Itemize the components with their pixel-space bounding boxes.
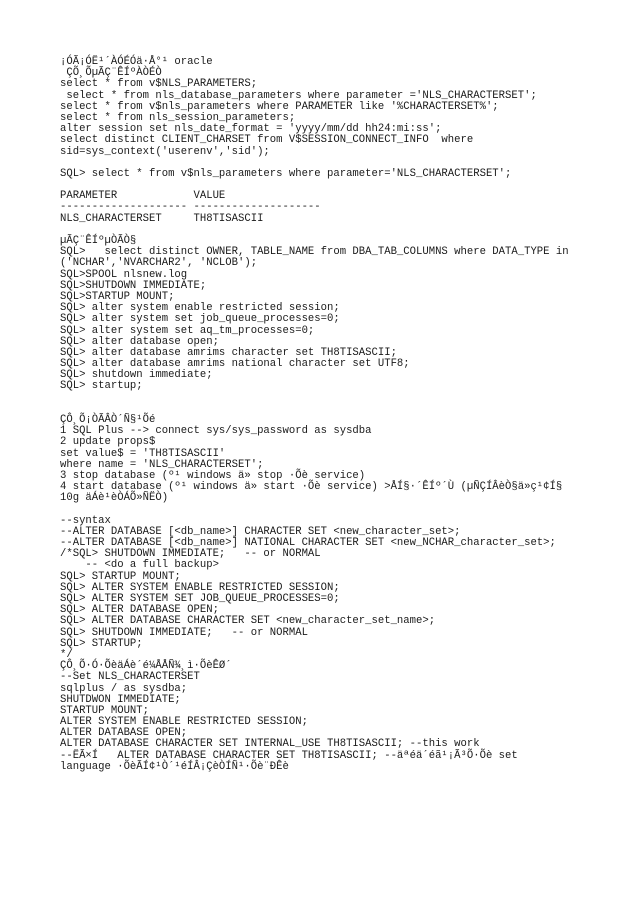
text-line: PARAMETER VALUE [60,190,226,203]
text-line: 10g äÁè¹èÒÁÕ»ÑËÒ) [60,492,169,505]
text-line: 2 update props$ [60,436,156,449]
document-body [60,57,630,773]
text-line: set value$ = 'TH8TISASCII' [60,447,226,460]
text-line: SQL> ALTER SYSTEM ENABLE RESTRICTED SESSION; [60,581,340,594]
text-line: STARTUP MOUNT; [60,704,150,717]
text-line: /*SQL> SHUTDOWN IMMEDIATE; -- or NORMAL [60,548,321,561]
text-line: ALTER SYSTEM ENABLE RESTRICTED SESSION; [60,716,308,729]
text-line: select * from nls_database_parameters where parameter ='NLS_CHARACTERSET'; [60,89,537,102]
text-line: where name = 'NLS_CHARACTERSET'; [60,458,264,471]
text-line: SQL>SHUTDOWN IMMEDIATE; [60,279,207,292]
text-line: SQL> STARTUP; [60,637,143,650]
text-line: SQL> alter database open; [60,335,219,348]
text-line: SQL>STARTUP MOUNT; [60,290,175,303]
text-line: select * from v$nls_parameters where PARAMETER like '%CHARACTERSET%'; [60,100,499,113]
text-line: 3 stop database (º¹ windows ä» stop ·Õè service) [60,469,366,482]
text-line: 4 start database (º¹ windows ä» start ·Õè service) >ÅÍ§·´ÊÍº´Ù (µÑÇÍÂèÒ§ä»ç¹¢Í§ [60,481,563,494]
text-line: ÇÔ¸Õ·Ó·ÕèäÁè´é¼ÅÅÑ¾¸ì·ÕèÊØ´ [60,660,232,673]
text-line: ('NCHAR','NVARCHAR2', 'NCLOB'); [60,257,258,270]
text-line [60,225,630,236]
text-line: --Set NLS_CHARACTERSET [60,671,200,684]
text-line: SQL> alter database amrims character set TH8TISASCII; [60,346,397,359]
text-line: -- <do a full backup> [60,559,219,572]
text-line: µÃÇ¨ÊÍºµÒÃÒ§ [60,235,137,247]
text-line: alter session set nls_date_format = 'yyyy/mm/dd hh24:mi:ss'; [60,123,442,136]
text-line: SQL> alter database amrims national character set UTF8; [60,358,410,371]
text-line: select * from v$NLS_PARAMETERS; [60,78,258,91]
text-line: --syntax [60,514,111,527]
text-line: SQL> ALTER SYSTEM SET JOB_QUEUE_PROCESSES=0; [60,593,340,605]
text-line: SQL> alter system set job_queue_processes=0; [60,313,340,326]
text-line: select distinct CLIENT_CHARSET from V$SESSION_CONNECT_INFO where [60,134,474,147]
text-line: 1 SQL Plus --> connect sys/sys_password as sysdba [60,425,372,438]
text-line [60,505,630,516]
text-line: ÇÕ¸ÕµÃÇ¨ÊÍºÀÒÉÒ [60,67,162,80]
text-line: select * from nls_session_parameters; [60,111,296,124]
text-line: sqlplus / as sysdba; [60,682,188,695]
text-line: language ·ÕèÃÍ¢¹Ò´¹éÍÂ¡ÇèÒÍÑ¹·Õè¨ÐÊè [60,760,289,773]
text-line: --ALTER DATABASE [<db_name>] NATIONAL CHARACTER SET <new_NCHAR_character_set>; [60,537,556,550]
text-line: -------------------- -------------------- [60,201,321,214]
text-line: ¡ÓÃ¡ÓË¹´ÀÓÉÓä·Å°¹ oracle [60,56,213,68]
text-line: ÇÔ¸Õ¡ÒÃÂÒ´Ñ§¹Õé [60,414,156,426]
text-line: SQL> ALTER DATABASE CHARACTER SET <new_character_set_name>; [60,615,436,628]
text-line: ALTER DATABASE CHARACTER SET INTERNAL_USE TH8TISASCII; --this work [60,738,480,751]
text-line: SQL> SHUTDOWN IMMEDIATE; -- or NORMAL [60,626,308,639]
text-line: SQL> STARTUP MOUNT; [60,570,181,583]
text-line: SQL> ALTER DATABASE OPEN; [60,604,219,617]
text-line: sid=sys_context('userenv','sid'); [60,145,270,158]
text-line: SQL> alter system set aq_tm_processes=0; [60,324,315,337]
text-line: SQL>SPOOL nlsnew.log [60,268,188,281]
text-line: SQL> select distinct OWNER, TABLE_NAME from DBA_TAB_COLUMNS where DATA_TYPE in [60,246,569,259]
text-line: ALTER DATABASE OPEN; [60,727,188,740]
text-line: --ËÃ×Í ALTER DATABASE CHARACTER SET TH8TISASCII; --äªéä´éã¹¡Ã³Õ·Õè set [60,749,518,762]
text-line: NLS_CHARACTERSET TH8TISASCII [60,212,264,225]
text-line: SQL> select * from v$nls_parameters where parameter='NLS_CHARACTERSET'; [60,167,512,180]
text-line [60,393,630,404]
text-line: SHUTDWON IMMEDIATE; [60,693,181,706]
text-line: SQL> alter system enable restricted session; [60,302,340,315]
text-line: SQL> shutdown immediate; [60,369,213,382]
text-line: SQL> startup; [60,380,143,393]
text-line: --ALTER DATABASE [<db_name>] CHARACTER SET <new_character_set>; [60,525,461,538]
text-line: */ [60,648,73,661]
